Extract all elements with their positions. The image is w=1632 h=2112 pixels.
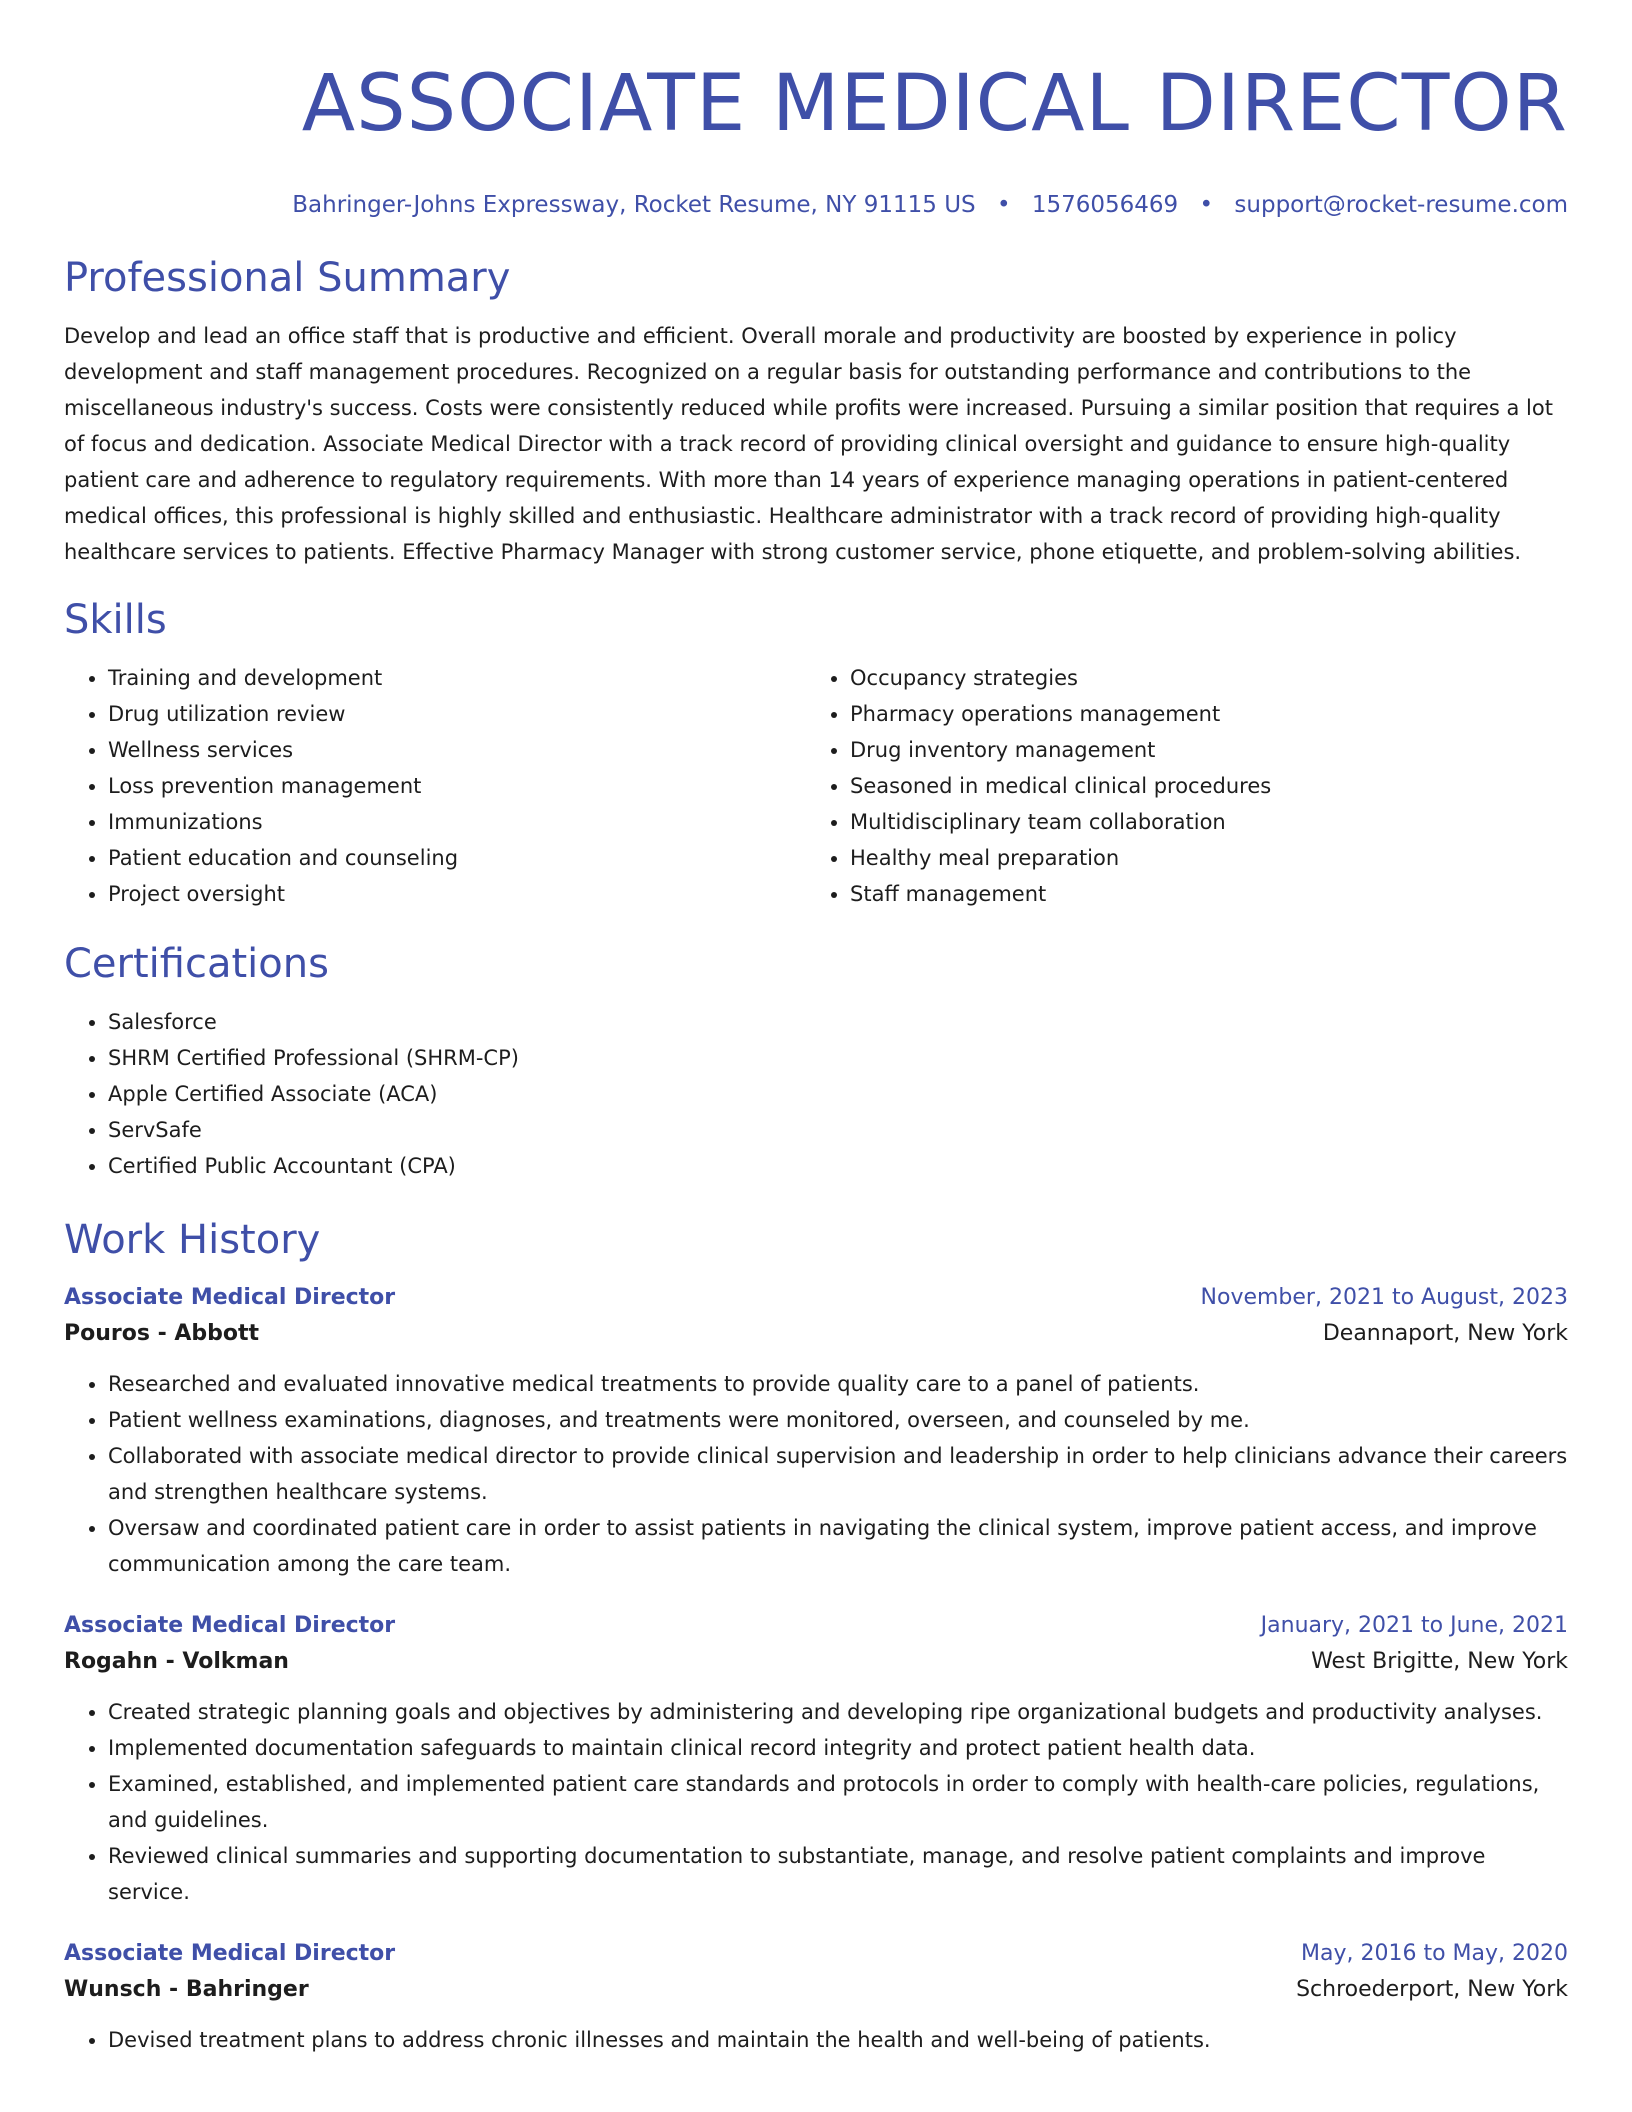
job-company-row — [64, 1972, 1568, 2008]
job-bullet: • Reviewed clinical summaries and supporting documentation to substantiate, manage, and resolve patient complaints and improve service. — [108, 1838, 1568, 1910]
skill-item: • Healthy meal preparation — [850, 840, 1548, 876]
certification-item: • Certified Public Accountant (CPA) — [108, 1148, 1568, 1184]
job-location: Deannaport, New York — [1322, 1321, 1568, 1346]
job-company-row — [64, 1644, 1568, 1680]
job-company: Pouros - Abbott — [64, 1321, 260, 1346]
job-location: West Brigitte, New York — [1311, 1649, 1568, 1674]
job-dates: May, 2016 to May, 2020 — [1301, 1941, 1568, 1966]
skill-item: • Staff management — [850, 876, 1548, 912]
skill-item: • Drug inventory management — [850, 732, 1548, 768]
summary-heading: Professional Summary — [64, 255, 511, 301]
job-entry — [64, 1608, 1568, 1910]
contact-line — [64, 190, 1568, 220]
job-bullet: • Created strategic planning goals and objectives by administering and developing ripe organizational budgets and productivity analyses. — [108, 1694, 1568, 1730]
certification-item: • Salesforce — [108, 1004, 1568, 1040]
skill-item: • Seasoned in medical clinical procedures — [850, 768, 1548, 804]
summary-text: Develop and lead an office staff that is productive and efficient. Overall morale and productivity are boosted by experience in policy development and staff management procedures. Recognized on a regular basis for outstanding performance and contributions to the miscellaneous industry's success. Costs were consistently reduced while profits were increased. Pursuing a similar position that requires a lot of focus and dedication. Associate Medical Director with a track record of providing clinical oversight and guidance to ensure high-quality patient care and adherence to regulatory requirements. With more than 14 years of experience managing operations in patient-centered medical offices, this professional is highly skilled and enthusiastic. Healthcare administrator with a track record of providing high-quality healthcare services to patients. Effective Pharmacy Manager with strong customer service, phone etiquette, and problem-solving abilities. — [64, 324, 1553, 564]
skill-item: • Project oversight — [108, 876, 806, 912]
job-header-row — [64, 1608, 1568, 1644]
certifications-heading: Certifications — [64, 941, 329, 987]
skill-item: • Loss prevention management — [108, 768, 806, 804]
job-bullet: • Researched and evaluated innovative medical treatments to provide quality care to a panel of patients. — [108, 1366, 1568, 1402]
job-bullet: • Implemented documentation safeguards to maintain clinical record integrity and protect patient health data. — [108, 1730, 1568, 1766]
skill-item: • Patient education and counseling — [108, 840, 806, 876]
job-title: Associate Medical Director — [64, 1613, 396, 1638]
skill-item: • Multidisciplinary team collaboration — [850, 804, 1548, 840]
job-company: Wunsch - Bahringer — [64, 1977, 309, 2002]
job-title: Associate Medical Director — [64, 1941, 396, 1966]
job-bullet: • Patient wellness examinations, diagnoses, and treatments were monitored, overseen, and counseled by me. — [108, 1402, 1568, 1438]
contact-separator: • — [1199, 192, 1214, 218]
job-bullets — [64, 1694, 1568, 1910]
skill-item: • Pharmacy operations management — [850, 696, 1548, 732]
job-dates: November, 2021 to August, 2023 — [1200, 1285, 1568, 1310]
skills-column-left — [64, 660, 806, 912]
contact-address: Bahringer-Johns Expressway, Rocket Resume, NY 91115 US — [292, 192, 976, 218]
contact-phone: 1576056469 — [1031, 192, 1179, 218]
job-title: Associate Medical Director — [64, 1285, 396, 1310]
contact-separator: • — [996, 192, 1011, 218]
job-bullets — [64, 1366, 1568, 1582]
skill-item: • Occupancy strategies — [850, 660, 1548, 696]
candidate-title: ASSOCIATE MEDICAL DIRECTOR — [301, 59, 1568, 149]
skills-heading: Skills — [64, 597, 167, 643]
certifications-list — [64, 1004, 1568, 1184]
job-company-row — [64, 1316, 1568, 1352]
work-history-heading: Work History — [64, 1217, 321, 1263]
skill-item: • Immunizations — [108, 804, 806, 840]
job-bullet: • Examined, established, and implemented patient care standards and protocols in order to comply with health-care policies, regulations, and guidelines. — [108, 1766, 1568, 1838]
job-bullet: • Collaborated with associate medical director to provide clinical supervision and leadership in order to help clinicians advance their careers and strengthen healthcare systems. — [108, 1438, 1568, 1510]
certification-item: • SHRM Certified Professional (SHRM-CP) — [108, 1040, 1568, 1076]
job-location: Schroederport, New York — [1296, 1977, 1568, 2002]
contact-email: support@rocket-resume.com — [1234, 192, 1568, 218]
job-bullets — [64, 2022, 1568, 2058]
job-bullet: • Devised treatment plans to address chronic illnesses and maintain the health and well-being of patients. — [108, 2022, 1568, 2058]
job-dates: January, 2021 to June, 2021 — [1260, 1613, 1568, 1638]
certification-item: • Apple Certified Associate (ACA) — [108, 1076, 1568, 1112]
job-entry — [64, 1936, 1568, 2058]
job-company: Rogahn - Volkman — [64, 1649, 289, 1674]
job-header-row — [64, 1280, 1568, 1316]
job-header-row — [64, 1936, 1568, 1972]
skills-column-right — [806, 660, 1548, 912]
skill-item: • Drug utilization review — [108, 696, 806, 732]
certification-item: • ServSafe — [108, 1112, 1568, 1148]
job-entry — [64, 1280, 1568, 1582]
skills-grid — [64, 660, 1568, 912]
skill-item: • Wellness services — [108, 732, 806, 768]
job-bullet: • Oversaw and coordinated patient care in order to assist patients in navigating the clinical system, improve patient access, and improve communication among the care team. — [108, 1510, 1568, 1582]
skill-item: • Training and development — [108, 660, 806, 696]
